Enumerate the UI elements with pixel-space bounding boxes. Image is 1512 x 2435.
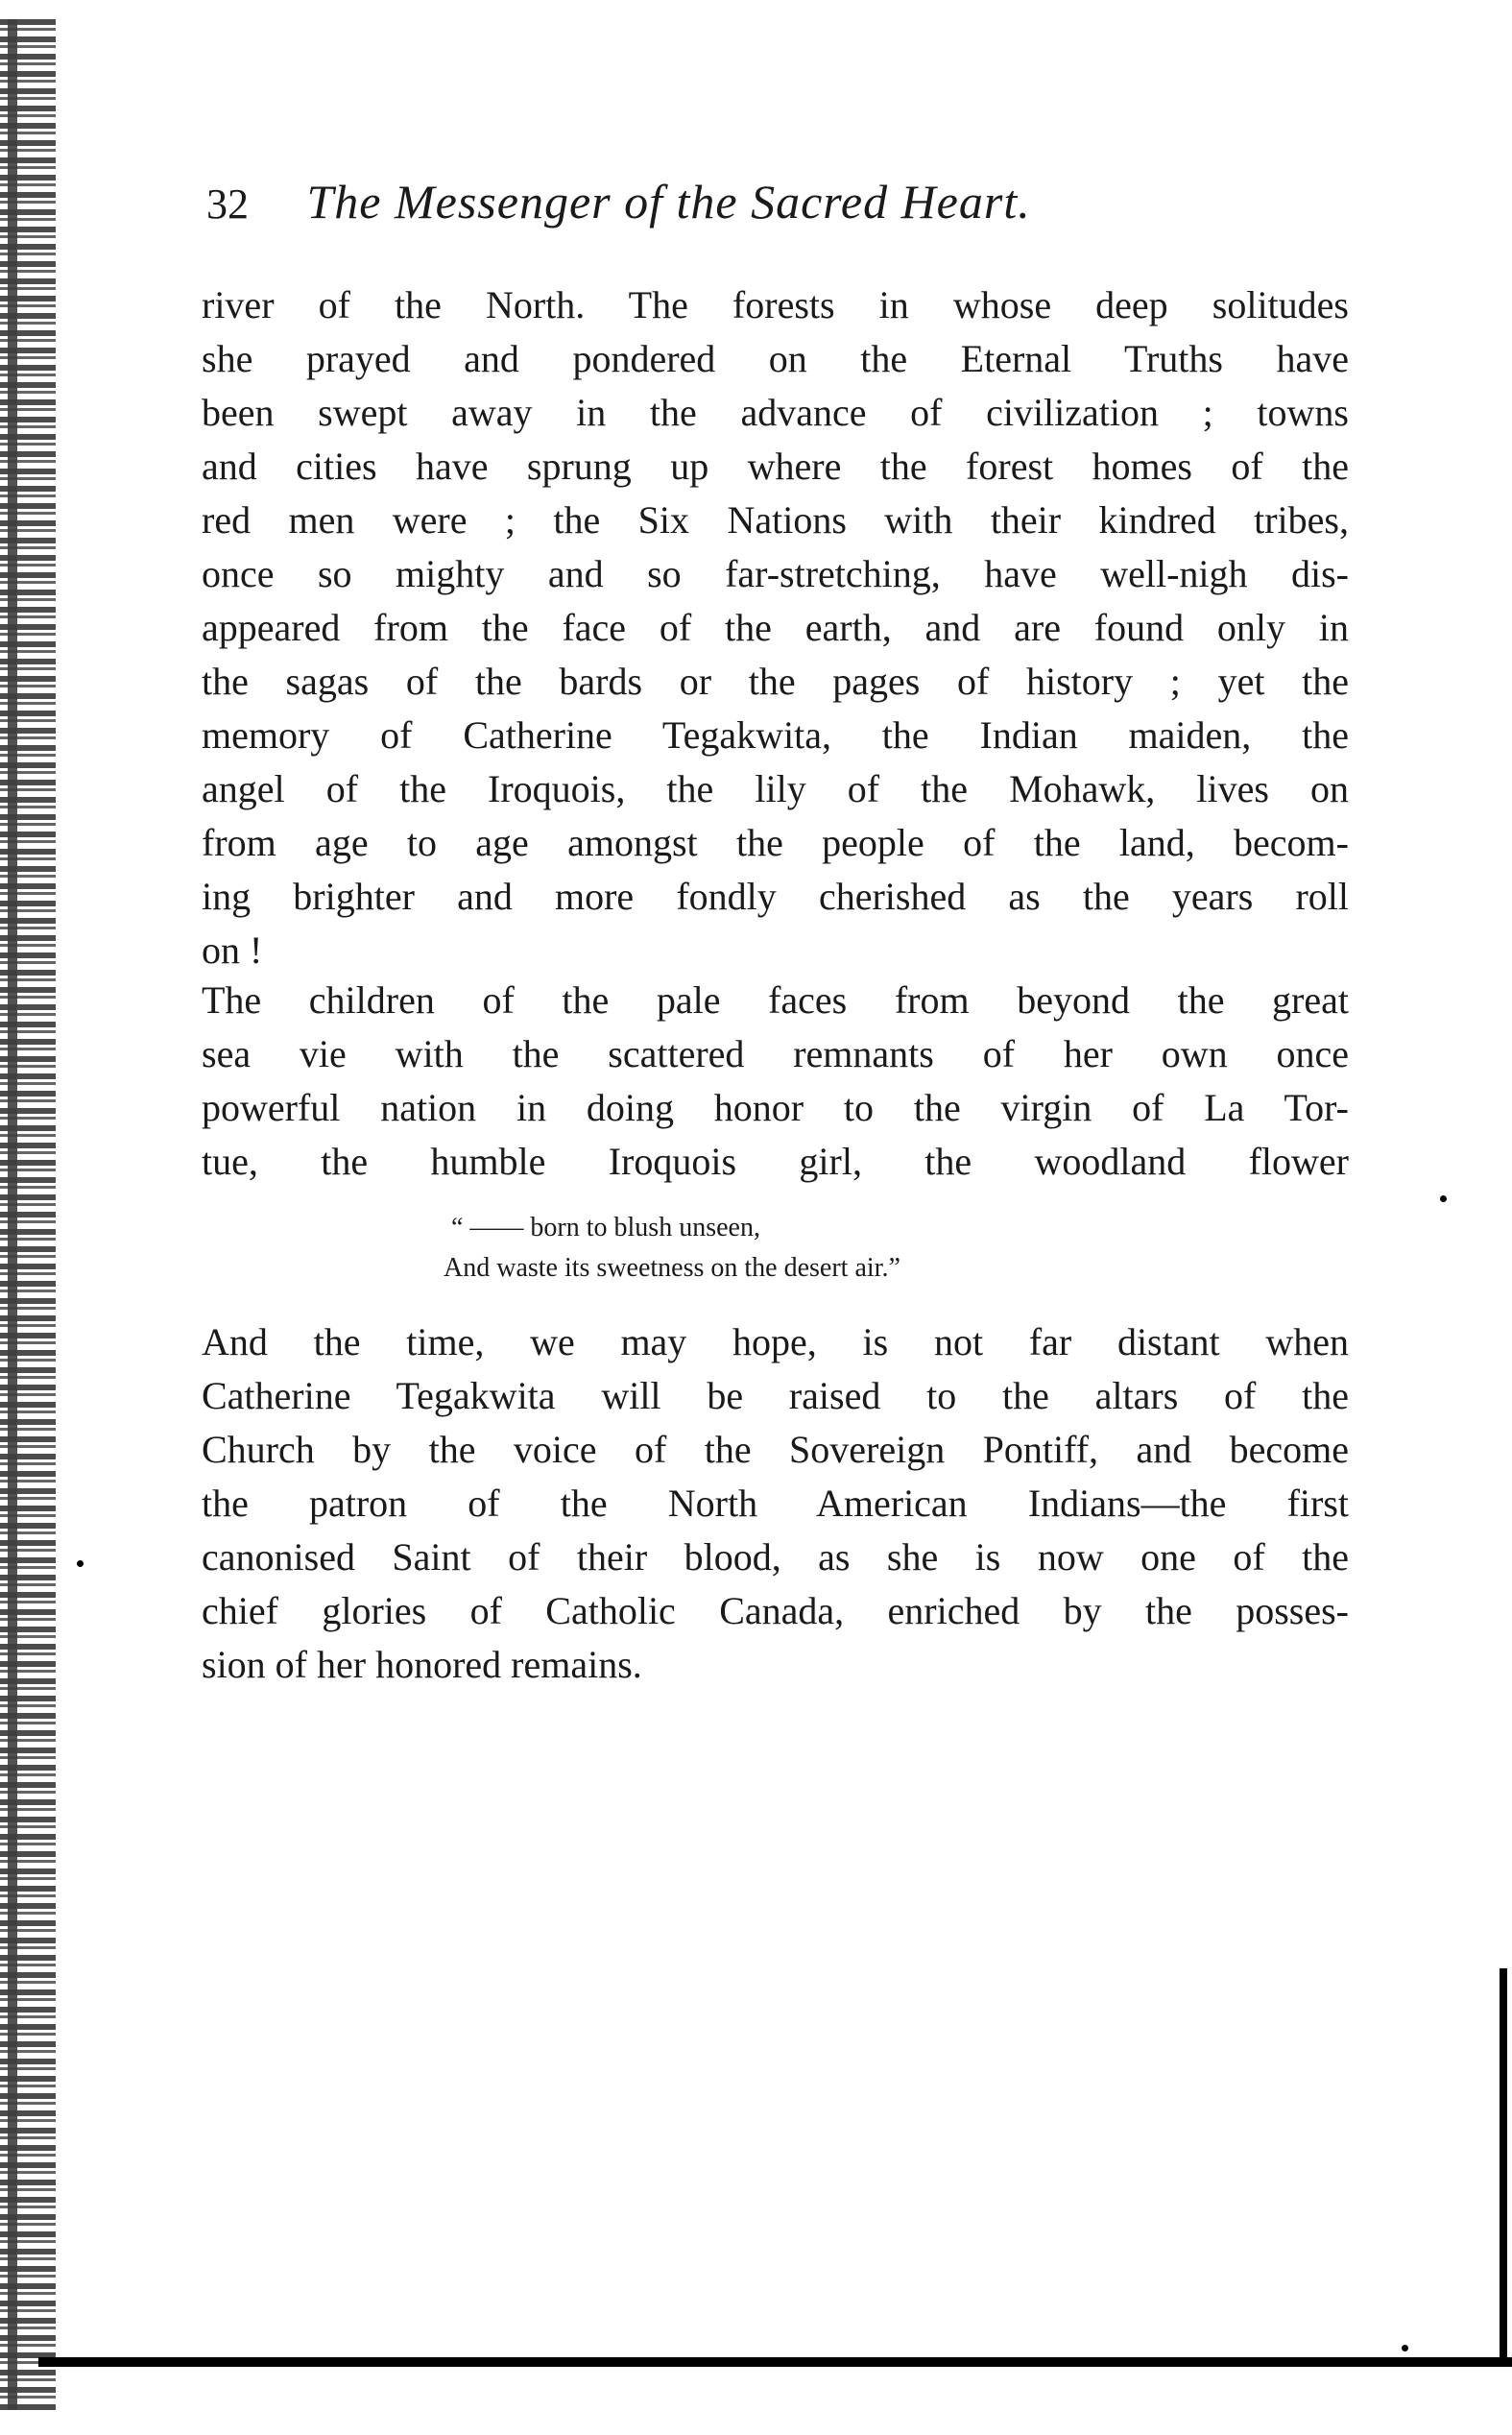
text-line: The children of the pale faces from beyond the great — [202, 978, 1349, 1022]
text-line: powerful nation in doing honor to the virgin of La Tor- — [202, 1086, 1349, 1129]
text-line: And the time, we may hope, is not far distant when — [202, 1320, 1349, 1363]
scan-speck — [1440, 1195, 1447, 1202]
scanned-bottom-edge — [38, 2357, 1512, 2367]
text-line: been swept away in the advance of civilization ; towns — [202, 391, 1349, 434]
text-line: sea vie with the scattered remnants of her own once — [202, 1032, 1349, 1075]
text-line: sion of her honored remains. — [202, 1643, 642, 1686]
text-line: Church by the voice of the Sovereign Pontiff, and become — [202, 1428, 1349, 1471]
text-line: chief glories of Catholic Canada, enriched by the posses- — [202, 1589, 1349, 1632]
scan-speck — [77, 1560, 84, 1567]
text-line: the sagas of the bards or the pages of history ; yet the — [202, 660, 1349, 703]
scanned-right-edge — [1500, 1968, 1507, 2362]
text-line: on ! — [202, 928, 263, 972]
text-line: memory of Catherine Tegakwita, the Indian maiden, the — [202, 713, 1349, 757]
poem-quotation — [444, 1208, 1173, 1289]
paragraph-1 — [202, 278, 1349, 977]
scan-speck — [1402, 2345, 1408, 2351]
running-head — [206, 163, 1358, 240]
text-line: appeared from the face of the earth, and are found only in — [202, 606, 1349, 649]
text-line: canonised Saint of their blood, as she is now one of the — [202, 1535, 1349, 1579]
page-number: 32 — [206, 181, 249, 228]
scanned-binding-edge — [0, 19, 56, 2410]
quotation-line-1: “ —— born to blush unseen, — [451, 1213, 760, 1242]
paragraph-2 — [202, 974, 1349, 1189]
text-line: she prayed and pondered on the Eternal Truths have — [202, 337, 1349, 380]
text-line: the patron of the North American Indians—the first — [202, 1482, 1349, 1525]
quotation-line-2: And waste its sweetness on the desert air.” — [444, 1253, 900, 1283]
text-line: Catherine Tegakwita will be raised to the altars of the — [202, 1374, 1349, 1417]
text-line: ing brighter and more fondly cherished as the years roll — [202, 875, 1349, 918]
text-line: tue, the humble Iroquois girl, the woodland flower — [202, 1140, 1349, 1183]
text-line: red men were ; the Six Nations with their kindred tribes, — [202, 498, 1349, 542]
paragraph-3 — [202, 1315, 1349, 1692]
text-line: and cities have sprung up where the forest homes of the — [202, 445, 1349, 488]
text-line: river of the North. The forests in whose deep solitudes — [202, 283, 1349, 326]
text-line: angel of the Iroquois, the lily of the Mohawk, lives on — [202, 767, 1349, 810]
text-line: from age to age amongst the people of the land, becom- — [202, 821, 1349, 864]
text-line: once so mighty and so far-stretching, have well-nigh dis- — [202, 552, 1349, 595]
running-title: The Messenger of the Sacred Heart. — [306, 175, 1031, 229]
